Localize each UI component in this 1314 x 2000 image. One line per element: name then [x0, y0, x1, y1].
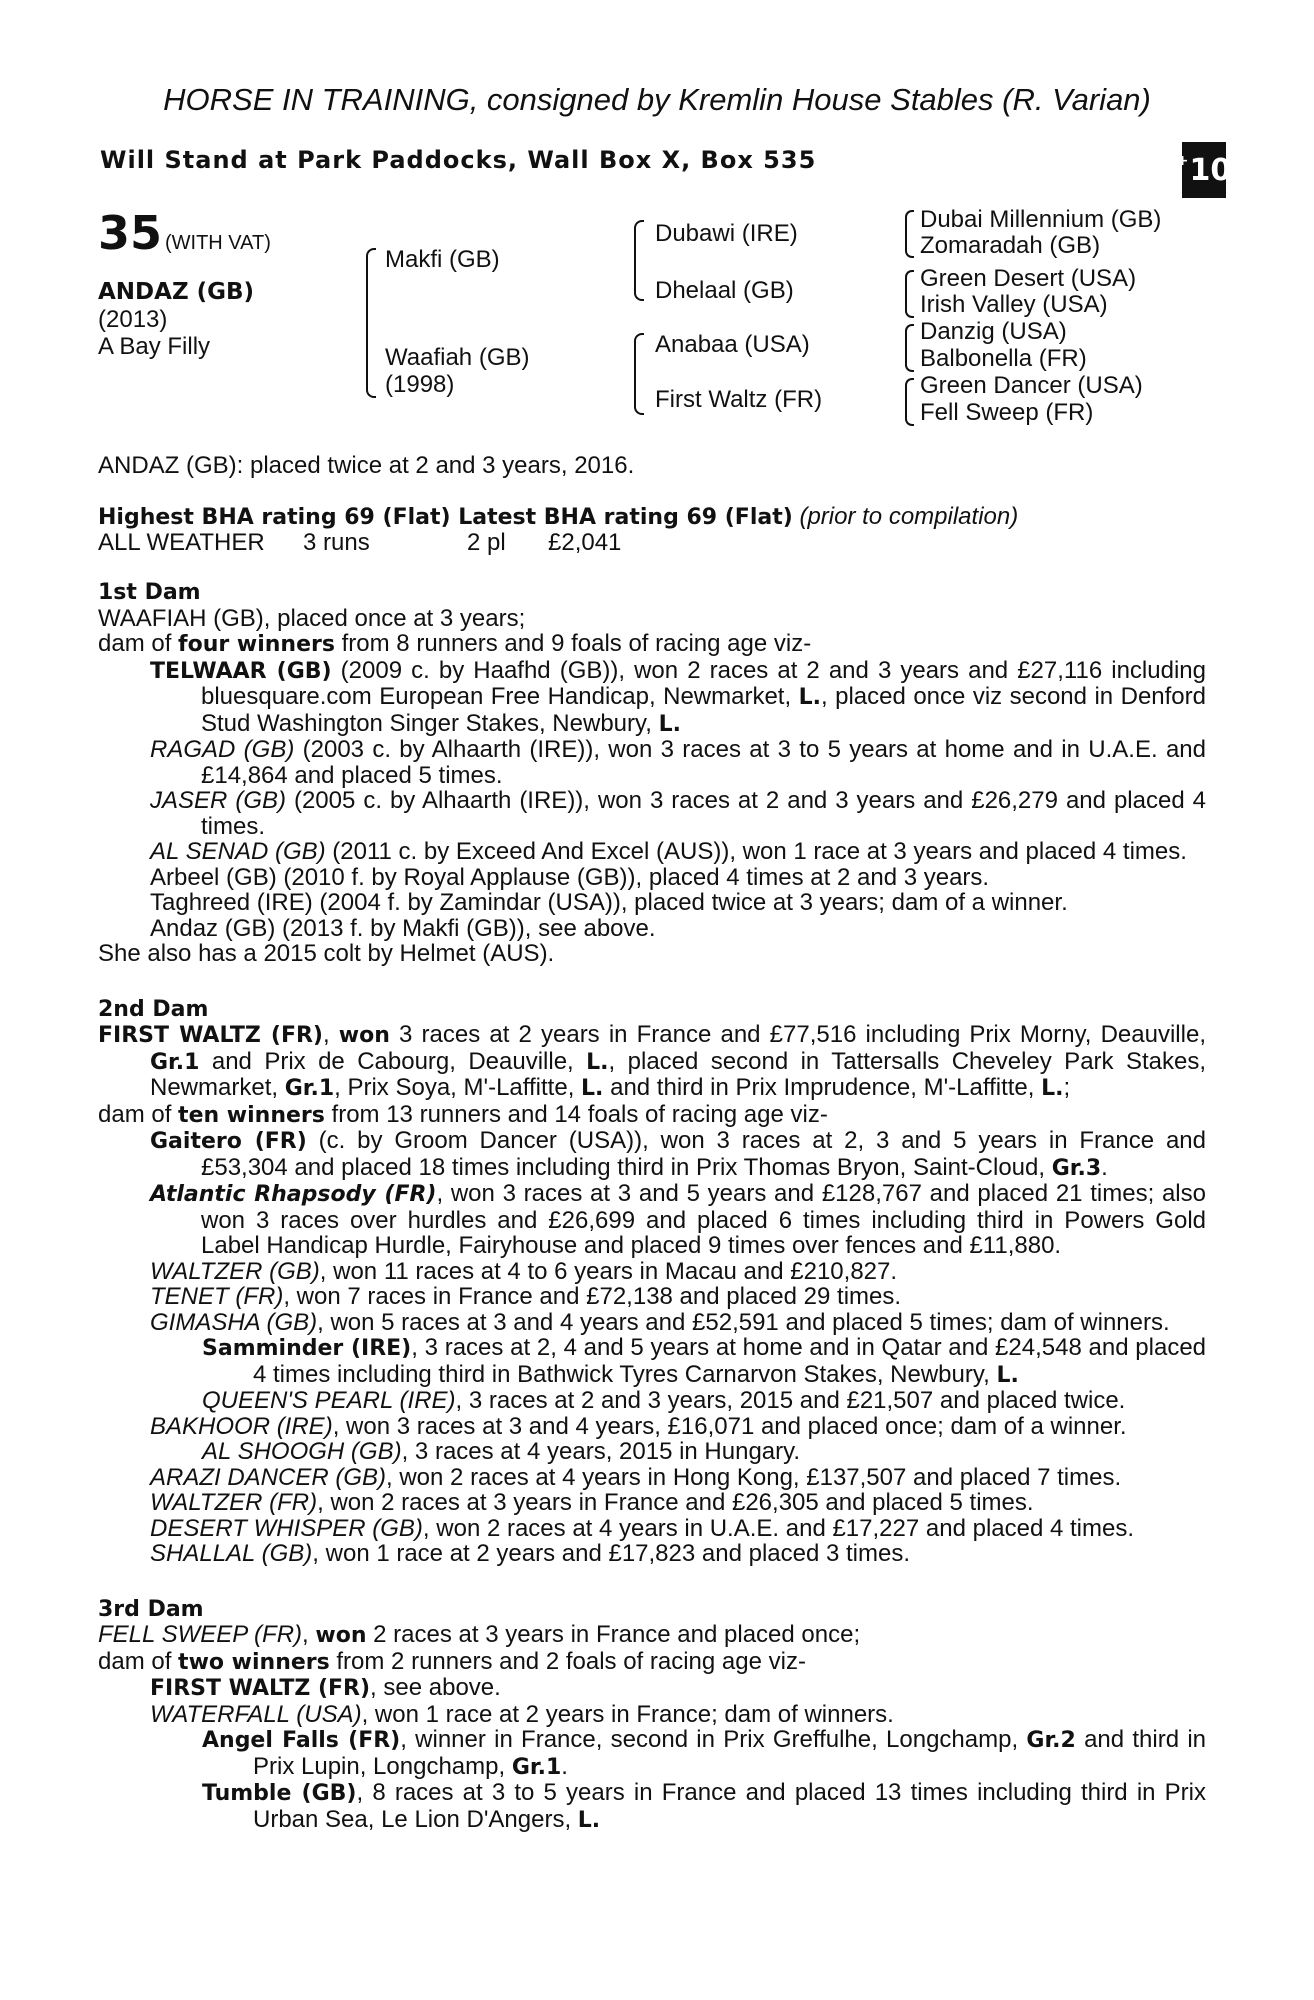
- record-placed: 2 pl: [467, 529, 506, 556]
- pedigree-brace-gen1: [366, 248, 376, 398]
- first-dam-heading: 1st Dam: [98, 580, 201, 605]
- horse-summary: ANDAZ (GB): placed twice at 2 and 3 years, 2016.: [98, 452, 635, 479]
- first-dam-note: She also has a 2015 colt by Helmet (AUS).: [98, 940, 555, 967]
- foaling-year: (2013): [98, 306, 168, 333]
- produce-entry: BAKHOOR (IRE), won 3 races at 3 and 4 years, £16,071 and placed once; dam of a winner.: [150, 1412, 1127, 1440]
- page-header: HORSE IN TRAINING, consigned by Kremlin House Stables (R. Varian): [163, 82, 1151, 117]
- produce-entry: TELWAAR (GB) (2009 c. by Haafhd (GB)), won 2 races at 2 and 3 years and £27,116 including bluesquare.com European Free Handicap, Newmarket, L., placed once viz second in Denford Stud Washington Singer Stakes, Newbury, L.: [150, 656, 1206, 737]
- badge-10-icon: [1176, 142, 1232, 198]
- produce-entry: AL SENAD (GB) (2011 c. by Exceed And Excel (AUS)), won 1 race at 3 years and placed 4 times.: [150, 838, 1187, 865]
- grand-produce-entry: AL SHOOGH (GB), 3 races at 4 years, 2015 in Hungary.: [202, 1438, 801, 1465]
- pedigree-brace-ss: [905, 210, 914, 258]
- vat-note: (WITH VAT): [165, 232, 271, 254]
- first-dam-produce-summary: dam of four winners from 8 runners and 9 foals of racing age viz-: [98, 630, 812, 657]
- produce-entry: FIRST WALTZ (FR), see above.: [150, 1674, 501, 1701]
- produce-entry: GIMASHA (GB), won 5 races at 3 and 4 years and £52,591 and placed 5 times; dam of winners.: [150, 1308, 1170, 1336]
- produce-entry: SHALLAL (GB), won 1 race at 2 years and £17,823 and placed 3 times.: [150, 1540, 911, 1567]
- pedigree-sire: Makfi (GB): [385, 246, 500, 273]
- pedigree-sire-dam: Dhelaal (GB): [655, 277, 794, 304]
- produce-entry: JASER (GB) (2005 c. by Alhaarth (IRE)), won 3 races at 2 and 3 years and £26,279 and placed 4 times.: [150, 787, 1207, 840]
- bha-rating: [98, 503, 1018, 531]
- pedigree-gen3-6: Balbonella (FR): [920, 345, 1087, 372]
- stand-location: Will Stand at Park Paddocks, Wall Box X, Box 535: [100, 146, 817, 174]
- pedigree-gen3-7: Green Dancer (USA): [920, 372, 1143, 399]
- produce-entry: ARAZI DANCER (GB), won 2 races at 4 years in Hong Kong, £137,507 and placed 7 times.: [150, 1463, 1122, 1491]
- third-dam-heading: 3rd Dam: [98, 1596, 204, 1622]
- pedigree-brace-dam: [634, 333, 644, 415]
- pedigree-gen3-2: Zomaradah (GB): [920, 232, 1101, 259]
- pedigree-brace-sd: [905, 270, 914, 318]
- produce-entry: RAGAD (GB) (2003 c. by Alhaarth (IRE)), won 3 races at 3 to 5 years at home and in U.A.E. and £14,864 and placed 5 times.: [150, 736, 1206, 789]
- lot-number: 35: [98, 206, 163, 260]
- pedigree-dam: Waafiah (GB): [385, 344, 530, 371]
- pedigree-brace-ds: [905, 324, 914, 372]
- pedigree-gen3-4: Irish Valley (USA): [920, 291, 1108, 318]
- second-dam-heading: 2nd Dam: [98, 996, 209, 1022]
- pedigree-gen3-8: Fell Sweep (FR): [920, 399, 1094, 426]
- produce-entry: TENET (FR), won 7 races in France and £72,138 and placed 29 times.: [150, 1283, 902, 1310]
- produce-entry: DESERT WHISPER (GB), won 2 races at 4 years in U.A.E. and £17,227 and placed 4 times.: [150, 1514, 1135, 1542]
- pedigree-gen3-3: Green Desert (USA): [920, 265, 1137, 292]
- record-runs: 3 runs: [303, 529, 370, 556]
- badge-number: 10: [1189, 152, 1232, 188]
- pedigree-dam-sire: Anabaa (USA): [655, 331, 810, 358]
- grand-produce-entry: Samminder (IRE), 3 races at 2, 4 and 5 years at home and in Qatar and £24,548 and placed 4 times including third in Bathwick Tyres Carnarvon Stakes, Newbury, L.: [202, 1334, 1207, 1388]
- first-dam-intro: WAAFIAH (GB), placed once at 3 years;: [98, 604, 526, 632]
- produce-entry: WATERFALL (USA), won 1 race at 2 years in France; dam of winners.: [150, 1700, 894, 1728]
- produce-entry: Atlantic Rhapsody (FR), won 3 races at 3 and 5 years and £128,767 and placed 21 times; also won 3 races over hurdles and £26,699 and placed 6 times including third in Powers Gold Label Handicap Hurdle, Fairyhouse and placed 9 times over fences and £11,880.: [150, 1180, 1206, 1259]
- pedigree-dam-dam: First Waltz (FR): [655, 386, 823, 413]
- pedigree-brace-sire: [634, 220, 644, 301]
- grand-produce-entry: QUEEN'S PEARL (IRE), 3 races at 2 and 3 years, 2015 and £21,507 and placed twice.: [202, 1387, 1126, 1414]
- pedigree-sire-sire: Dubawi (IRE): [655, 220, 798, 247]
- third-dam-produce-summary: dam of two winners from 2 runners and 2 foals of racing age viz-: [98, 1647, 806, 1675]
- bha-rating-label: Highest BHA rating 69 (Flat) Latest BHA rating 69 (Flat): [98, 505, 793, 530]
- record-earnings: £2,041: [548, 529, 622, 556]
- bha-rating-note: (prior to compilation): [799, 503, 1019, 530]
- badge-plus: +: [1176, 153, 1189, 169]
- dam-sections: [98, 580, 1206, 1833]
- third-dam-intro: FELL SWEEP (FR), won 2 races at 3 years in France and placed once;: [98, 1621, 861, 1648]
- grand-produce-entry: Tumble (GB), 8 races at 3 to 5 years in France and placed 13 times including third in Prix Urban Sea, Le Lion D'Angers, L.: [202, 1779, 1206, 1833]
- produce-entry: WALTZER (FR), won 2 races at 3 years in France and £26,305 and placed 5 times.: [150, 1489, 1034, 1516]
- produce-entry: Taghreed (IRE) (2004 f. by Zamindar (USA)), placed twice at 3 years; dam of a winner.: [150, 889, 1068, 916]
- pedigree-dam-year: (1998): [385, 371, 455, 398]
- produce-entry: Gaitero (FR) (c. by Groom Dancer (USA)), won 3 races at 2, 3 and 5 years in France and £53,304 and placed 18 times including third in Prix Thomas Bryon, Saint-Cloud, Gr.3.: [150, 1127, 1206, 1181]
- pedigree-brace-dd: [905, 378, 914, 426]
- produce-entry: WALTZER (GB), won 11 races at 4 to 6 years in Macau and £210,827.: [150, 1257, 898, 1285]
- produce-entry: Arbeel (GB) (2010 f. by Royal Applause (GB)), placed 4 times at 2 and 3 years.: [150, 863, 990, 891]
- record-surface: ALL WEATHER: [98, 529, 265, 556]
- pedigree-gen3-1: Dubai Millennium (GB): [920, 206, 1162, 233]
- horse-description: A Bay Filly: [98, 333, 211, 360]
- grand-produce-entry: Angel Falls (FR), winner in France, second in Prix Greffulhe, Longchamp, Gr.2 and third in Prix Lupin, Longchamp, Gr.1.: [202, 1726, 1206, 1780]
- produce-entry: Andaz (GB) (2013 f. by Makfi (GB)), see above.: [150, 914, 656, 942]
- horse-name: ANDAZ (GB): [98, 279, 255, 305]
- pedigree-gen3-5: Danzig (USA): [920, 318, 1067, 345]
- second-dam-produce-summary: dam of ten winners from 13 runners and 14 foals of racing age viz-: [98, 1100, 828, 1128]
- second-dam-intro: FIRST WALTZ (FR), won 3 races at 2 years in France and £77,516 including Prix Morny, Deauville, Gr.1 and Prix de Cabourg, Deauville, L., placed second in Tattersalls Cheveley Park Stakes, Newmarket, Gr.1, Prix Soya, M'-Laffitte, L. and third in Prix Imprudence, M'-Laffitte, L.;: [98, 1021, 1206, 1101]
